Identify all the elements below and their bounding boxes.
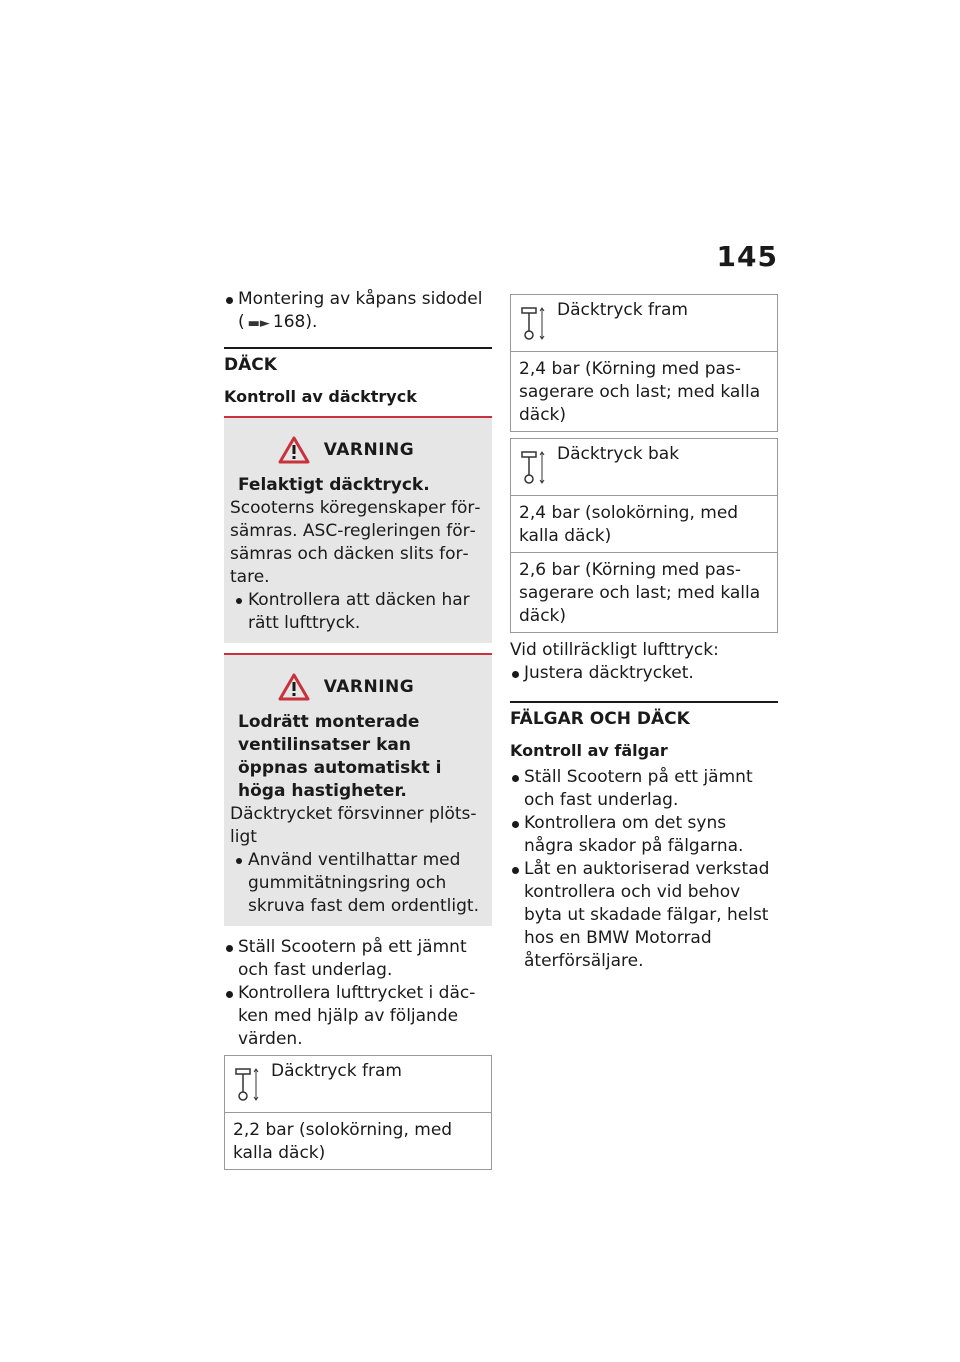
warning-bullet: Kontrollera att däcken har rätt lufttryck. [230, 589, 486, 635]
spec-label: Däcktryck bak [557, 444, 680, 464]
subtitle-tire-pressure: Kontroll av däcktryck [224, 387, 417, 406]
spec-value: 2,2 bar (solokörning, med kalla däck) [233, 1120, 453, 1163]
tire-pressure-gauge-icon [519, 305, 547, 341]
tire-pressure-gauge-icon [233, 1066, 261, 1102]
arrow-right-icon: ▬► [247, 316, 270, 331]
spec-label: Däcktryck fram [271, 1061, 402, 1081]
list-item: Kontrollera om det syns några skador på fälgarna. [510, 812, 778, 858]
list-item: Låt en auktoriserad verkstad kontrollera och vid behov byta ut skadade fälgar, helst hos en BMW Motorrad återförsäljare. [510, 858, 778, 973]
spec-box-front-passenger [510, 294, 778, 432]
subtitle-rim-check: Kontroll av fälgar [510, 741, 668, 760]
list-item: Kontrollera lufttrycket i däcken med hjälp av följande värden. [224, 982, 492, 1051]
warning-bullet: Använd ventilhattar med gummitätningsring och skruva fast dem ordentligt. [230, 849, 486, 918]
spec-value: 2,4 bar (Körning med passagerare och last; med kalla däck) [519, 359, 761, 425]
spec-value: 2,4 bar (solokörning, med kalla däck) [519, 503, 739, 546]
spec-label: Däcktryck fram [557, 300, 688, 320]
warning-title: Lodrätt monterade ventilinsatser kan öppnas automatiskt i höga hastigheter. [238, 712, 442, 801]
section-title-tires: DÄCK [224, 347, 492, 377]
spec-box-front-solo [224, 1055, 492, 1170]
warning-box-pressure [224, 416, 492, 643]
intro-bullet: Montering av kåpans sidodel ( ▬► 168). [224, 288, 492, 335]
page-number: 145 [716, 240, 778, 273]
list-item: Ställ Scootern på ett jämnt och fast underlag. [224, 936, 492, 982]
section-title-rims: FÄLGAR OCH DÄCK [510, 701, 778, 731]
page-reference-link[interactable]: 168). [272, 312, 318, 332]
warning-triangle-icon [278, 436, 310, 464]
warning-text: Däcktrycket försvinner plötsligt [230, 804, 477, 847]
right-column [510, 294, 778, 973]
spec-value: 2,6 bar (Körning med passagerare och last; med kalla däck) [511, 552, 777, 632]
warning-box-valve [224, 653, 492, 926]
list-item: Ställ Scootern på ett jämnt och fast underlag. [510, 766, 778, 812]
warning-title: Felaktigt däcktryck. [238, 475, 430, 495]
spec-box-rear [510, 438, 778, 633]
warning-label: VARNING [323, 676, 415, 697]
insufficient-pressure-text: Vid otillräckligt lufttryck: [510, 640, 719, 660]
left-column [224, 288, 492, 1176]
tire-pressure-gauge-icon [519, 449, 547, 485]
warning-text: Scooterns köregenskaper försämras. ASC-regleringen försämras och däcken slits fortare. [230, 498, 481, 587]
warning-triangle-icon [278, 673, 310, 701]
list-item: Justera däcktrycket. [510, 662, 778, 685]
warning-label: VARNING [323, 439, 415, 460]
